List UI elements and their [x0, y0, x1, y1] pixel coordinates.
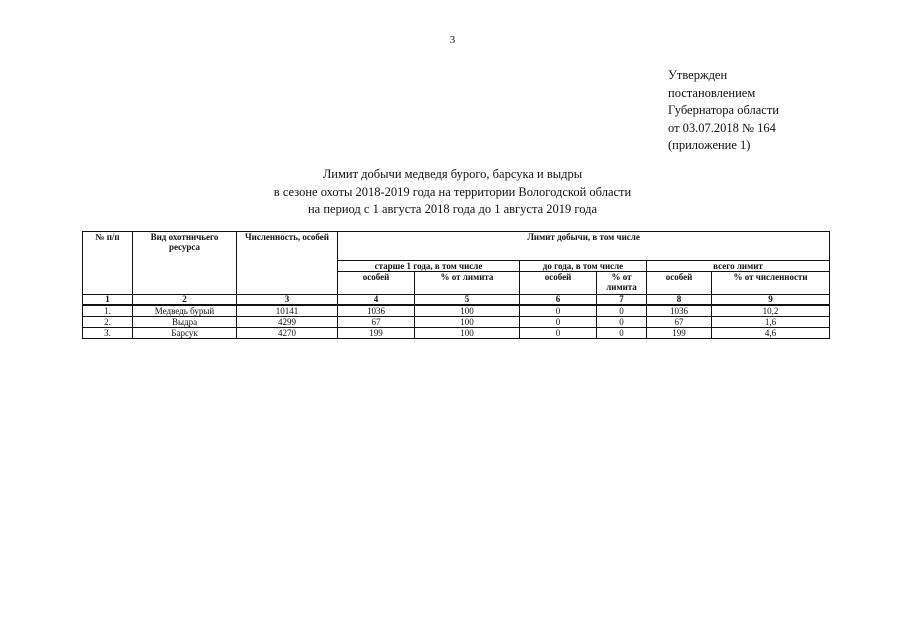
table-row [83, 328, 830, 339]
row-total-pct: 10,2 [712, 305, 830, 317]
page-number: 3 [449, 34, 456, 46]
table-row [83, 305, 830, 317]
header-population: Численность, особей [237, 232, 338, 295]
approval-line: Губернатора области [668, 103, 779, 117]
column-number: 7 [597, 295, 647, 306]
row-younger-count: 0 [520, 317, 597, 328]
column-number: 6 [520, 295, 597, 306]
row-no: 2. [83, 317, 133, 328]
row-total-pct: 4,6 [712, 328, 830, 339]
approval-line: постановлением [668, 85, 756, 100]
row-total-pct: 1,6 [712, 317, 830, 328]
row-younger-count: 0 [520, 305, 597, 317]
row-older-count: 199 [338, 328, 415, 339]
approval-line: Утвержден [668, 68, 728, 82]
header-total: всего лимит [647, 261, 830, 272]
row-population: 10141 [237, 305, 338, 317]
approval-stamp [668, 67, 779, 155]
header-older-count: особей [338, 272, 415, 295]
document-title [0, 166, 905, 219]
row-species: Медведь бурый [133, 305, 237, 317]
column-number: 3 [237, 295, 338, 306]
approval-line: (приложение 1) [668, 138, 751, 152]
column-number: 8 [647, 295, 712, 306]
column-number: 4 [338, 295, 415, 306]
row-total-count: 67 [647, 317, 712, 328]
header-no: № п/п [83, 232, 133, 295]
title-line: Лимит добычи медведя бурого, барсука и выдры [322, 167, 583, 181]
title-line: в сезоне охоты 2018-2019 года на территории Вологодской области [273, 184, 632, 199]
header-older: старше 1 года, в том числе [338, 261, 520, 272]
row-younger-pct: 0 [597, 305, 647, 317]
limits-table [82, 231, 830, 339]
header-total-count: особей [647, 272, 712, 295]
row-older-pct: 100 [415, 305, 520, 317]
row-population: 4299 [237, 317, 338, 328]
row-younger-pct: 0 [597, 328, 647, 339]
row-older-count: 67 [338, 317, 415, 328]
row-population: 4270 [237, 328, 338, 339]
row-species: Выдра [133, 317, 237, 328]
column-number: 5 [415, 295, 520, 306]
row-older-pct: 100 [415, 317, 520, 328]
column-number: 9 [712, 295, 830, 306]
column-number: 2 [133, 295, 237, 306]
row-total-count: 1036 [647, 305, 712, 317]
header-younger: до года, в том числе [520, 261, 647, 272]
header-older-pct: % от лимита [415, 272, 520, 295]
title-line: на период с 1 августа 2018 года до 1 августа 2019 года [307, 202, 597, 216]
row-older-pct: 100 [415, 328, 520, 339]
header-younger-count: особей [520, 272, 597, 295]
header-species: Вид охотничьего ресурса [133, 232, 237, 295]
table-row [83, 317, 830, 328]
row-younger-pct: 0 [597, 317, 647, 328]
row-younger-count: 0 [520, 328, 597, 339]
header-limit: Лимит добычи, в том числе [338, 232, 830, 261]
approval-line: от 03.07.2018 № 164 [668, 120, 776, 135]
column-number: 1 [83, 295, 133, 306]
header-total-pct: % от численности [712, 272, 830, 295]
row-no: 3. [83, 328, 133, 339]
row-no: 1. [83, 305, 133, 317]
row-species: Барсук [133, 328, 237, 339]
row-older-count: 1036 [338, 305, 415, 317]
row-total-count: 199 [647, 328, 712, 339]
header-younger-pct: % от лимита [597, 272, 647, 295]
